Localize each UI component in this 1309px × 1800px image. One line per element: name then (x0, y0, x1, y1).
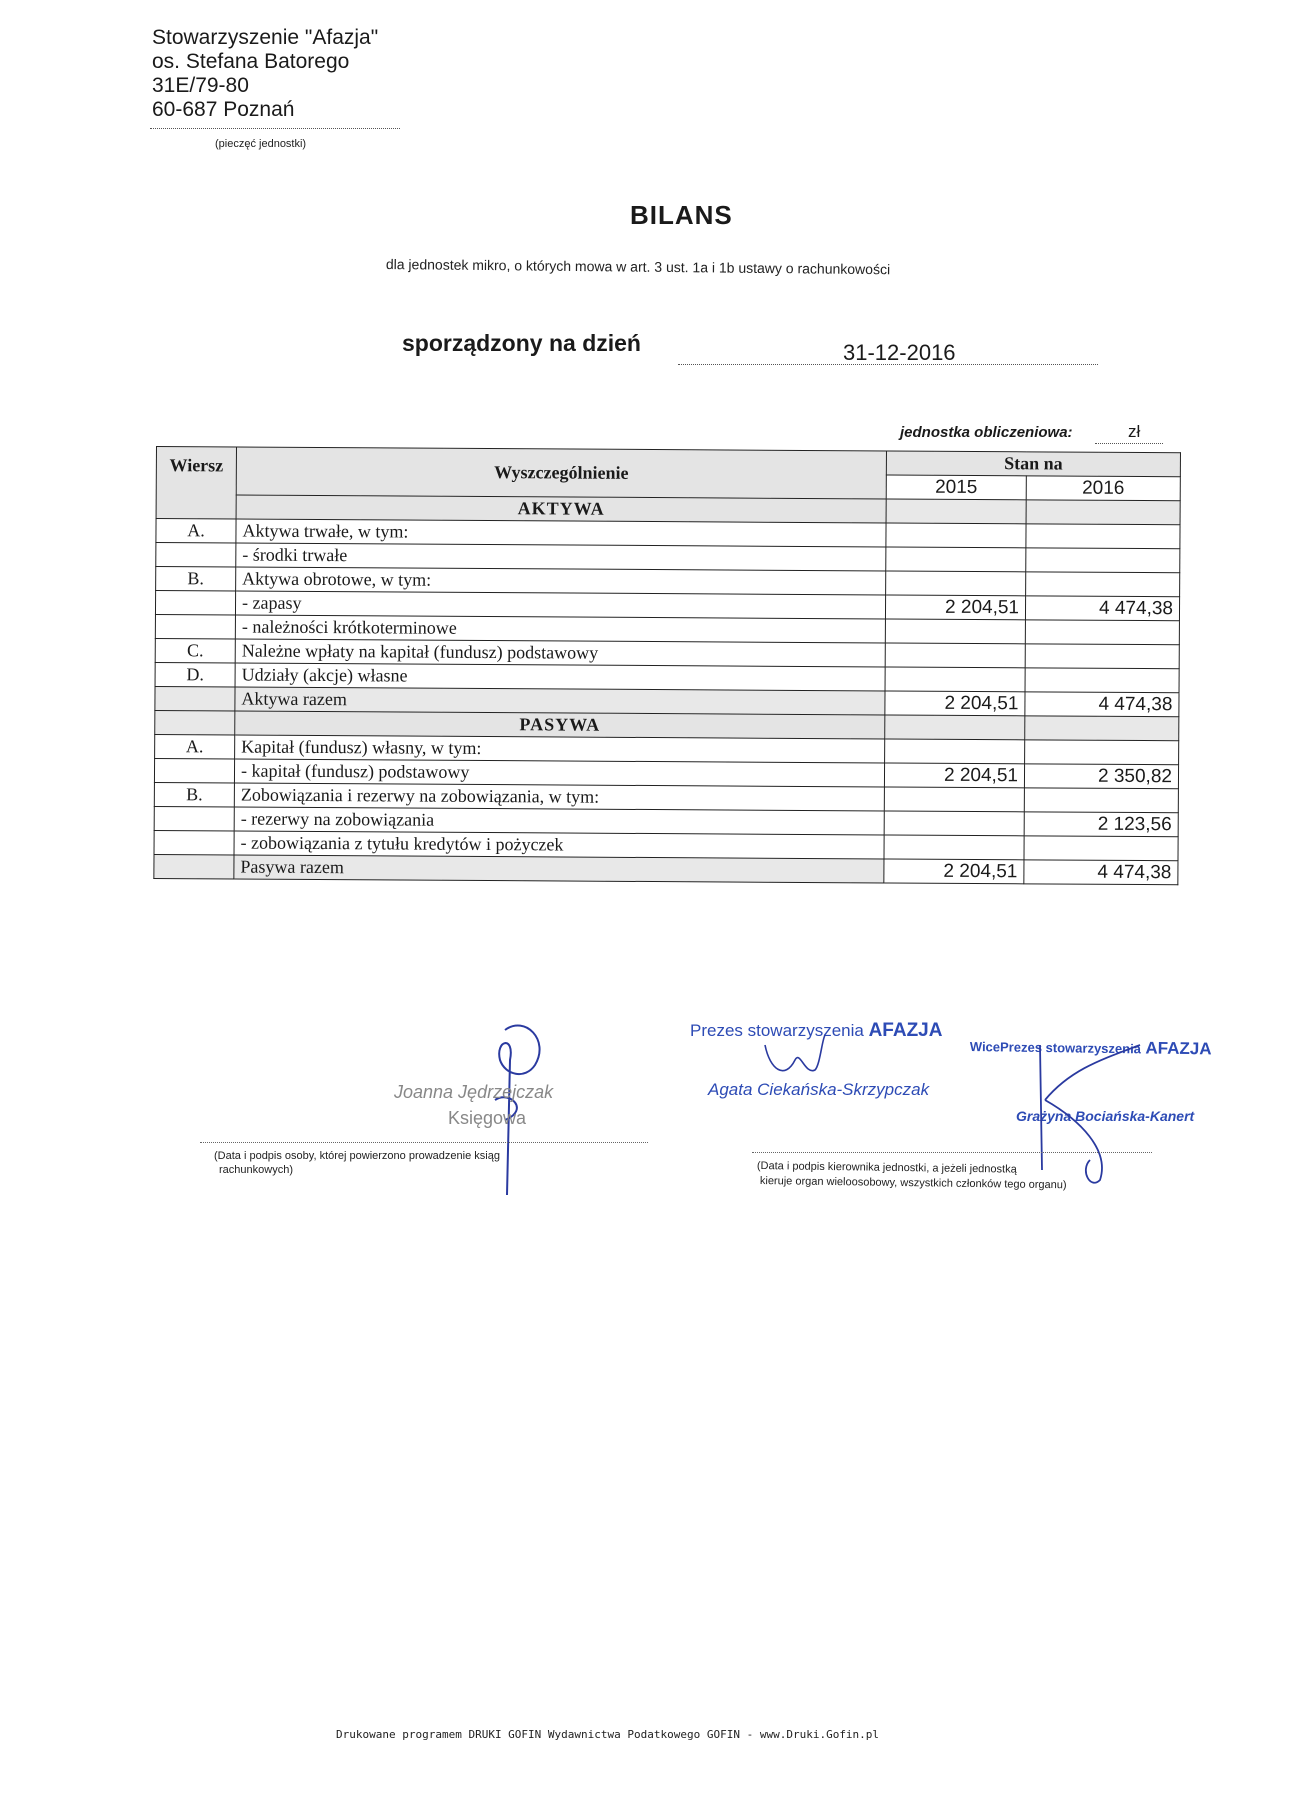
row-value-2016 (1024, 836, 1178, 861)
header-state: Stan na (886, 451, 1180, 477)
vice-title-text: WicePrezes stowarzyszenia (969, 1038, 1142, 1057)
row-code: A. (156, 519, 236, 543)
stamp-line-3: 31E/79-80 (152, 74, 249, 97)
assets-rows (155, 519, 1180, 717)
president-title-text: Prezes stowarzyszenia (690, 1021, 864, 1040)
header-year-2015: 2015 (886, 475, 1026, 500)
row-code (155, 591, 235, 615)
document-title: BILANS (630, 200, 733, 230)
row-label: Kapitał (fundusz) własny, w tym: (235, 735, 885, 763)
row-code (154, 758, 234, 782)
row-label: Należne wpłaty na kapitał (fundusz) podstawowy (235, 639, 885, 667)
row-code (154, 806, 234, 830)
head-caption-2: kieruje organ wieloosobowy, wszystkich członków tego organu) (759, 1175, 1067, 1192)
header-row-number: Wiersz (156, 447, 236, 519)
row-code (154, 830, 234, 854)
head-caption-1: (Data i podpis kierownika jednostki, a jeżeli jednostką (756, 1160, 1017, 1176)
stamp-dotline (150, 128, 400, 129)
row-label: - kapitał (fundusz) podstawowy (234, 759, 884, 787)
header-description: Wyszczególnienie (236, 447, 886, 499)
date-value: 31-12-2016 (843, 340, 956, 365)
stamp-line-2: os. Stefana Batorego (152, 50, 350, 73)
row-label: - środki trwałe (236, 543, 886, 571)
row-label: Aktywa obrotowe, w tym: (236, 567, 886, 595)
row-label: - należności krótkoterminowe (235, 615, 885, 643)
vice-name: Grażyna Bociańska-Kanert (1016, 1108, 1195, 1124)
row-label: Pasywa razem (234, 855, 884, 883)
header-year-2016: 2016 (1026, 476, 1180, 501)
row-value-2015 (885, 667, 1025, 692)
row-code (155, 614, 235, 638)
row-value-2016 (1025, 740, 1179, 765)
accountant-caption-1: (Data i podpis osoby, której powierzono prowadzenie ksiąg (214, 1150, 500, 1162)
row-label: Aktywa razem (235, 687, 885, 715)
row-value-2016: 2 123,56 (1024, 812, 1178, 837)
row-value-2016 (1025, 644, 1179, 669)
accountant-role: Księgowa (448, 1108, 527, 1128)
row-code (155, 686, 235, 710)
date-label: sporządzony na dzień (402, 330, 641, 356)
row-value-2015 (885, 643, 1025, 668)
row-value-2016: 4 474,38 (1025, 692, 1179, 717)
row-value-2015: 2 204,51 (884, 859, 1024, 884)
unit-dotline (1095, 443, 1163, 444)
row-code: A. (155, 734, 235, 758)
row-value-2016 (1025, 668, 1179, 693)
row-value-2015: 2 204,51 (884, 763, 1024, 788)
table-row (154, 854, 1178, 884)
row-label: - zobowiązania z tytułu kredytów i pożyczek (234, 831, 884, 859)
row-value-2016: 2 350,82 (1024, 764, 1178, 789)
document-subtitle: dla jednostek mikro, o których mowa w art. 3 ust. 1a i 1b ustawy o rachunkowości (385, 256, 891, 278)
president-signature-mark (760, 1030, 840, 1095)
head-dotline (752, 1152, 1152, 1153)
row-value-2015 (884, 811, 1024, 836)
accountant-dotline (200, 1142, 648, 1143)
liabilities-rows (154, 734, 1179, 884)
stamp-caption: (pieczęć jednostki) (215, 138, 307, 150)
unit-value: zł (1128, 422, 1141, 441)
balance-sheet-table (153, 446, 1181, 885)
row-value-2015 (885, 739, 1025, 764)
accountant-name: Joanna Jędrzejczak (394, 1082, 554, 1102)
row-value-2016 (1024, 788, 1178, 813)
row-value-2015 (886, 571, 1026, 596)
row-label: Zobowiązania i rezerwy na zobowiązania, w tym: (234, 783, 884, 811)
vice-title-org: AFAZJA (1145, 1038, 1212, 1059)
row-label: - rezerwy na zobowiązania (234, 807, 884, 835)
row-code: B. (156, 567, 236, 591)
row-value-2015: 2 204,51 (885, 691, 1025, 716)
row-value-2016 (1025, 620, 1179, 645)
row-code (156, 543, 236, 567)
stamp-line-1: Stowarzyszenie "Afazja" (152, 26, 379, 49)
footer-print-note: Drukowane programem DRUKI GOFIN Wydawnictwa Podatkowego GOFIN - www.Druki.Gofin.pl (336, 1728, 880, 1741)
organization-stamp (152, 26, 378, 122)
row-label: Aktywa trwałe, w tym: (236, 519, 886, 547)
president-name: Agata Ciekańska-Skrzypczak (708, 1080, 930, 1099)
stamp-line-4: 60-687 Poznań (152, 98, 295, 121)
row-value-2015: 2 204,51 (885, 595, 1025, 620)
row-code: C. (155, 638, 235, 662)
accountant-caption-2: rachunkowych) (219, 1164, 293, 1176)
vice-signature-mark (1030, 1040, 1180, 1195)
unit-label: jednostka obliczeniowa: (900, 424, 1073, 441)
row-value-2016 (1026, 572, 1180, 597)
section-liabilities: PASYWA (235, 711, 885, 739)
section-assets: AKTYWA (236, 495, 886, 523)
row-code (154, 854, 234, 878)
row-value-2015 (886, 547, 1026, 572)
president-title-org: AFAZJA (868, 1020, 943, 1041)
row-value-2016 (1026, 524, 1180, 549)
row-code: B. (154, 782, 234, 806)
row-value-2015 (886, 523, 1026, 548)
row-value-2016: 4 474,38 (1024, 860, 1178, 885)
row-code: D. (155, 662, 235, 686)
row-value-2015 (884, 835, 1024, 860)
row-value-2016 (1026, 548, 1180, 573)
row-value-2016: 4 474,38 (1025, 596, 1179, 621)
row-label: - zapasy (235, 591, 885, 619)
row-label: Udziały (akcje) własne (235, 663, 885, 691)
row-value-2015 (885, 619, 1025, 644)
row-value-2015 (884, 787, 1024, 812)
